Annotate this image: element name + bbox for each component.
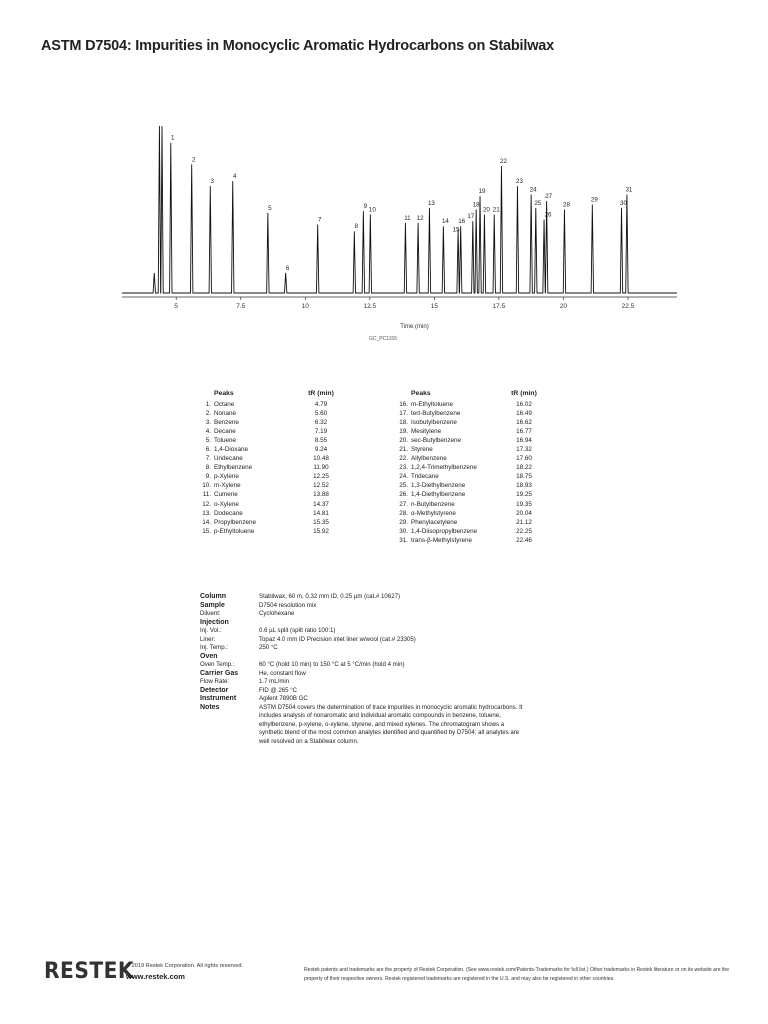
- retention-time: 13.88: [313, 491, 329, 499]
- peak-number: 21.: [399, 446, 408, 454]
- table-row: [193, 436, 348, 445]
- conditions-block: [200, 593, 524, 746]
- table-row: [390, 454, 541, 463]
- x-tick-label: 20: [559, 303, 568, 310]
- peak-number: 1.: [205, 401, 211, 408]
- compound-name: Mesitylene: [411, 428, 442, 436]
- retention-time: 14.81: [313, 509, 329, 517]
- peak-number: 26.: [399, 491, 408, 499]
- peak-label: 9: [363, 203, 368, 211]
- copyright: © 2019 Restek Corporation. All rights reserved.: [126, 963, 243, 969]
- retention-time: 4.79: [314, 401, 328, 408]
- compound-name: Phenylacetylene: [411, 518, 458, 526]
- peak-label: 13: [427, 199, 435, 207]
- condition-value: Stabilwax, 60 m, 0.32 mm ID, 0.25 µm (cat.# 10627): [259, 593, 401, 600]
- condition-value: 0.6 µL split (split ratio 100:1): [259, 627, 336, 634]
- tr-header: tR (min): [308, 390, 334, 397]
- compound-name: 1,4-Dioxane: [214, 446, 248, 454]
- table-row: [390, 527, 541, 536]
- peak-number: 16.: [399, 401, 408, 408]
- condition-label: Inj. Vol.:: [200, 627, 222, 634]
- peak-number: 22.: [399, 455, 408, 463]
- chromatogram: [0, 0, 768, 360]
- condition-row: [200, 644, 524, 653]
- table-row: [193, 463, 348, 472]
- retention-time: 12.25: [313, 473, 329, 481]
- retention-time: 16.02: [516, 401, 532, 408]
- table-row: [193, 490, 348, 499]
- x-tick-label: 22.5: [621, 303, 635, 310]
- compound-name: Decane: [214, 428, 236, 436]
- condition-label: Flow Rate:: [200, 678, 230, 685]
- table-row: [193, 454, 348, 463]
- peak-number: 27.: [399, 500, 408, 508]
- page-title: ASTM D7504: Impurities in Monocyclic Aromatic Hydrocarbons on Stabilwax: [41, 38, 555, 54]
- figure-code: GC_PC1155: [369, 336, 397, 342]
- table-row: [193, 527, 348, 536]
- table-row: [390, 409, 541, 418]
- condition-label: Detector: [200, 686, 229, 694]
- peak-number: 30.: [399, 527, 408, 535]
- peak-number: 19.: [399, 428, 408, 436]
- table-row: [390, 518, 541, 527]
- condition-value: 60 °C (hold 10 min) to 150 °C at 5 °C/min (hold 4 min): [259, 661, 405, 668]
- x-axis-label: Time (min): [400, 324, 429, 330]
- peak-number: 24.: [399, 473, 408, 481]
- condition-row: [200, 593, 524, 602]
- peak-label: 14: [441, 218, 449, 226]
- table-row: [390, 500, 541, 509]
- peak-number: 23.: [399, 464, 408, 472]
- peak-label: 22: [500, 158, 507, 166]
- table-row: [193, 472, 348, 481]
- peaks-table-right: [390, 387, 541, 545]
- peak-number: 8.: [205, 464, 211, 472]
- table-row: [193, 509, 348, 518]
- peak-number: 20.: [399, 437, 408, 445]
- condition-row: [200, 678, 524, 687]
- retention-time: 18.22: [516, 464, 532, 472]
- table-row: [390, 463, 541, 472]
- compound-name: p-Ethyltoluene: [214, 527, 255, 535]
- chromatogram-trace: [122, 126, 677, 293]
- retention-time: 9.24: [314, 446, 328, 454]
- compound-name: 1,4-Diisopropylbenzene: [411, 527, 478, 535]
- condition-label: Liner:: [200, 635, 216, 643]
- table-row: [390, 445, 541, 454]
- condition-value: Topaz 4.0 mm ID Precision inlet liner w/wool (cat.# 23305): [259, 635, 416, 643]
- peak-number: 17.: [399, 410, 408, 418]
- compound-name: Toluene: [214, 437, 237, 445]
- retention-time: 14.37: [313, 500, 329, 508]
- compound-name: m-Ethyltoluene: [411, 401, 453, 408]
- peak-number: 28.: [399, 509, 408, 517]
- peak-label: 25: [534, 199, 542, 207]
- peaks-table-left: [193, 387, 348, 536]
- peak-number: 9.: [205, 473, 211, 481]
- website-link[interactable]: www.restek.com: [126, 972, 185, 981]
- retention-time: 18.93: [516, 482, 532, 490]
- x-tick-label: 15: [430, 303, 438, 310]
- table-row: [390, 536, 541, 545]
- table-row: [390, 418, 541, 427]
- table-row: [390, 490, 541, 499]
- compound-name: Tridecane: [411, 473, 439, 481]
- compound-name: Allylbenzene: [411, 455, 447, 463]
- retention-time: 19.25: [516, 491, 532, 499]
- x-tick-label: 10: [301, 303, 309, 310]
- compound-name: Ethylbenzene: [214, 464, 253, 472]
- table-row: [193, 445, 348, 454]
- x-tick-label: 7.5: [236, 303, 246, 310]
- table-row: [193, 418, 348, 427]
- compound-name: α-Methylstyrene: [411, 509, 456, 517]
- compound-name: p-Xylene: [214, 473, 239, 481]
- condition-label: Notes: [200, 703, 220, 711]
- retention-time: 16.94: [516, 437, 532, 445]
- retention-time: 17.60: [516, 455, 532, 463]
- retention-time: 12.52: [313, 482, 329, 490]
- table-row: [390, 472, 541, 481]
- condition-value: [259, 653, 524, 662]
- condition-value: ASTM D7504 covers the determination of trace impurities in monocyclic aromatic hydrocarbons. It includes analysis of nonaromatic and individual aromatic compounds in benzene, toluene, ethylbenzene, p-xylene, o-xylene, styrene, and mixed xylenes. The chromatogram shows a synthetic blend of the most common analytes identified and quantified by D7504; all analytes are well resolved on a Stabilwax column.: [259, 703, 523, 745]
- retention-time: 15.35: [313, 518, 329, 526]
- peak-number: 6.: [205, 446, 211, 454]
- peak-number: 25.: [399, 482, 408, 490]
- retention-time: 17.32: [516, 446, 532, 454]
- condition-row: [200, 627, 524, 636]
- table-row: [390, 400, 541, 409]
- peak-number: 4.: [205, 428, 211, 436]
- condition-value: FID @ 265 °C: [259, 686, 298, 694]
- compound-name: Octane: [214, 401, 235, 408]
- compound-name: n-Butylbenzene: [411, 500, 455, 508]
- condition-label: Inj. Temp.:: [200, 644, 228, 651]
- table-row: [390, 481, 541, 490]
- peak-label: 28: [563, 201, 570, 209]
- peak-label: 29: [590, 196, 598, 204]
- retention-time: 16.77: [516, 428, 532, 436]
- peak-number: 5.: [205, 437, 211, 445]
- retention-time: 11.90: [313, 464, 329, 472]
- condition-row: [200, 687, 524, 696]
- x-tick-label: 12.5: [363, 303, 377, 310]
- table-row: [193, 500, 348, 509]
- condition-label: Carrier Gas: [200, 669, 239, 677]
- retention-time: 10.48: [313, 455, 329, 463]
- condition-label: Oven Temp.:: [200, 661, 235, 668]
- peak-label: 15: [452, 226, 460, 234]
- peak-number: 10.: [202, 482, 211, 490]
- retention-time: 22.25: [516, 527, 532, 535]
- compound-name: sec-Butylbenzene: [411, 437, 462, 445]
- peak-label: 10: [368, 206, 376, 214]
- condition-row: [200, 636, 524, 645]
- compound-name: Nonane: [214, 410, 237, 418]
- condition-value: 1.7 mL/min: [259, 678, 290, 685]
- table-row: [193, 400, 348, 409]
- retention-time: 18.75: [516, 473, 532, 481]
- compound-name: Isobutylbenzene: [411, 419, 457, 427]
- peak-label: 5: [268, 204, 272, 212]
- retention-time: 22.46: [516, 536, 532, 544]
- table-row: [193, 518, 348, 527]
- x-tick-label: 17.5: [492, 303, 506, 310]
- condition-row: [200, 670, 524, 679]
- condition-value: He, constant flow: [259, 669, 306, 677]
- peak-label: 1: [171, 134, 175, 142]
- peak-label: 16: [458, 218, 466, 226]
- retention-time: 16.49: [516, 410, 532, 418]
- compound-name: Styrene: [411, 446, 433, 454]
- compound-name: Benzene: [214, 419, 239, 427]
- peak-label: 18: [472, 201, 480, 209]
- condition-row: [200, 610, 524, 619]
- peak-number: 12.: [202, 500, 211, 508]
- peak-label: 12: [416, 214, 424, 222]
- peak-label: 2: [191, 156, 196, 164]
- peaks-header: Peaks: [411, 390, 431, 397]
- peak-number: 15.: [202, 527, 211, 535]
- peak-number: 18.: [399, 419, 408, 427]
- peak-label: 24: [529, 186, 537, 194]
- condition-label: Instrument: [200, 695, 237, 702]
- compound-name: tert-Butylbenzene: [411, 410, 461, 418]
- restek-logo: RESTEK: [44, 959, 135, 984]
- peak-number: 3.: [205, 419, 211, 427]
- condition-row: [200, 661, 524, 670]
- peak-label: 4: [233, 173, 237, 181]
- peak-label: 21: [492, 206, 500, 214]
- retention-time: 19.35: [516, 500, 532, 508]
- peak-label: 26: [544, 211, 552, 219]
- condition-value: 250 °C: [259, 644, 278, 651]
- condition-label: Oven: [200, 652, 218, 660]
- peaks-header: Peaks: [214, 390, 234, 397]
- retention-time: 15.92: [313, 527, 329, 535]
- peak-label: 23: [516, 178, 523, 186]
- condition-row: [200, 602, 524, 611]
- compound-name: Undecane: [214, 455, 243, 463]
- peak-number: 13.: [202, 509, 211, 517]
- peak-label: 6: [285, 264, 290, 272]
- peak-number: 7.: [205, 455, 211, 463]
- table-row: [193, 427, 348, 436]
- condition-label: Sample: [200, 601, 225, 609]
- retention-time: 21.12: [516, 518, 532, 526]
- legal-notice: Restek patents and trademarks are the property of Restek Corporation. (See www.restek.com/Patents-Trademarks for full list.) Other trademarks in Restek literature or on its website are the property of their respective owners. Restek registered trademarks are registered in the U.S. and may also be registered in other countries.: [304, 967, 730, 982]
- peak-label: 19: [478, 188, 486, 196]
- compound-name: 1,3-Diethylbenzene: [411, 482, 466, 490]
- condition-label: Diluent:: [200, 610, 221, 617]
- table-row: [390, 436, 541, 445]
- condition-row: [200, 704, 524, 747]
- peak-label: 30: [620, 199, 627, 207]
- compound-name: Cumene: [214, 491, 238, 499]
- x-tick-label: 5: [174, 303, 179, 310]
- peak-number: 11.: [202, 491, 211, 499]
- compound-name: 1,2,4-Trimethylbenzene: [411, 464, 477, 472]
- peak-number: 29.: [399, 518, 408, 526]
- condition-label: Column: [200, 593, 227, 600]
- condition-value: Cyclohexane: [259, 610, 295, 617]
- peak-label: 11: [404, 214, 411, 222]
- condition-row: [200, 653, 524, 662]
- retention-time: 6.32: [314, 419, 328, 427]
- peak-label: 8: [354, 223, 359, 231]
- retention-time: 7.19: [314, 428, 328, 436]
- tr-header: tR (min): [511, 390, 537, 397]
- x-ticks: [174, 297, 634, 310]
- retention-time: 20.04: [516, 509, 532, 517]
- retention-time: 8.55: [314, 437, 328, 445]
- condition-value: [259, 619, 524, 628]
- table-row: [390, 509, 541, 518]
- peak-number: 14.: [202, 518, 211, 526]
- condition-value: Agilent 7890B GC: [259, 695, 308, 702]
- retention-time: 5.60: [314, 410, 328, 418]
- condition-row: [200, 695, 524, 704]
- compound-name: Dodecane: [214, 509, 243, 517]
- compound-name: 1,4-Diethylbenzene: [411, 491, 466, 499]
- table-row: [193, 409, 348, 418]
- compound-name: Propylbenzene: [214, 518, 257, 526]
- peak-label: 7: [317, 216, 322, 224]
- peak-number: 31.: [399, 536, 408, 544]
- table-row: [193, 481, 348, 490]
- peak-label: 20: [482, 206, 490, 214]
- compound-name: trans-β-Methylstyrene: [411, 536, 473, 544]
- condition-value: D7504 resolution mix: [259, 601, 317, 609]
- peak-label: 17: [467, 213, 475, 221]
- compound-name: o-Xylene: [214, 500, 239, 508]
- peak-number: 2.: [205, 410, 211, 418]
- compound-name: m-Xylene: [214, 482, 241, 490]
- peak-label: 27: [545, 193, 553, 201]
- peak-label: 31: [625, 186, 633, 194]
- table-row: [390, 427, 541, 436]
- condition-label: Injection: [200, 618, 229, 626]
- peak-label: 3: [210, 178, 215, 186]
- retention-time: 16.62: [516, 419, 532, 427]
- condition-row: [200, 619, 524, 628]
